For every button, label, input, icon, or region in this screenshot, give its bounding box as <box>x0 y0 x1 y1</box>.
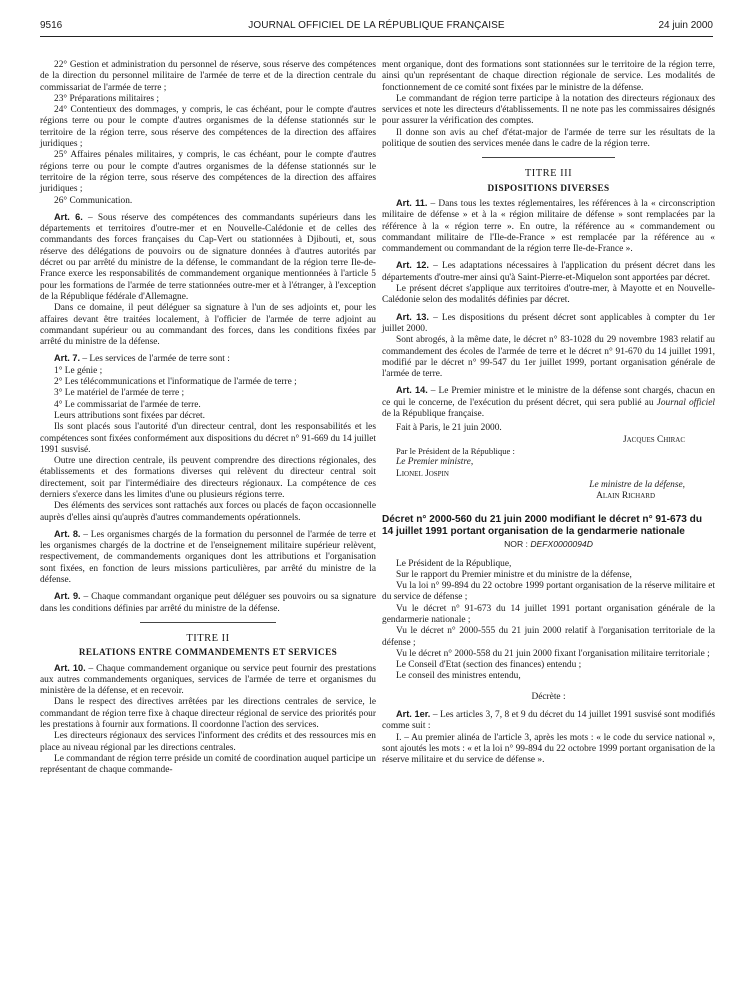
header-rule <box>40 36 713 37</box>
article-text: – Chaque commandement organique ou service peut fournir des prestations aux autres commandements organiques, services de l'armée de terre et organismes du ministère de la défense, et en recevoir. <box>40 663 376 697</box>
list-item: 4° Le commissariat de l'armée de terre. <box>54 399 201 410</box>
paragraph: Sur le rapport du Premier ministre et du ministre de la défense, <box>396 569 632 580</box>
paragraph: Vu le décret n° 91-673 du 14 juillet 1991 portant organisation générale de la gendarmerie nationale ; <box>382 603 715 625</box>
paragraph: Le Président de la République, <box>396 558 512 569</box>
section-title: TITRE II <box>186 632 230 644</box>
right-column <box>382 60 715 767</box>
article-label: Art. 11. <box>396 197 428 208</box>
article-text: de la République française. <box>382 409 485 420</box>
paragraph-22: 22° Gestion et administration du personnel de réserve, sous réserve des compétences de la direction du personnel militaire de l'armée de terre et de la direction centrale du commissariat de l'armée de terre ; <box>40 60 376 93</box>
article-label: Art. 1er. <box>396 709 431 720</box>
article-text: – Les articles 3, 7, 8 et 9 du décret du 14 juillet 1991 susvisé sont modifiés comme suit : <box>382 710 715 732</box>
article-label: Art. 14. <box>396 385 428 396</box>
signature-pm-name: Lionel Jospin <box>396 468 449 479</box>
paragraph: Il donne son avis au chef d'état-major de l'armée de terre sur les résultats de la politique de soutien des services menée dans le cadre de la région terre. <box>382 127 715 150</box>
paragraph: Les directeurs régionaux des services l'informent des crédits et des ressources mis en place au niveau régional par les directions centrales. <box>40 731 376 753</box>
article-1 <box>382 709 715 733</box>
section-subtitle: RELATIONS ENTRE COMMANDEMENTS ET SERVICES <box>78 647 338 658</box>
article-13 <box>382 312 715 336</box>
article-text: – Les adaptations nécessaires à l'application du présent décret dans les départements d'outre-mer ainsi qu'à Saint-Pierre-et-Miquelon sont apportées par décret. <box>382 261 715 283</box>
paragraph: Outre une direction centrale, ils peuvent comprendre des directions régionales, des établissements et des formations diverses qui relèvent du directeur central soit directement, soit par l'intermédiaire des directeurs régionaux. La compétence de ces derniers s'exerce dans les limites d'une ou plusieurs régions terre. <box>40 456 376 500</box>
article-12 <box>382 260 715 284</box>
paragraph: Le Conseil d'Etat (section des finances) entendu ; <box>396 660 582 671</box>
signature-president: Jacques Chirac <box>622 434 685 445</box>
article-9 <box>40 591 376 615</box>
paragraph-23: 23° Préparations militaires ; <box>54 93 160 104</box>
list-item: 3° Le matériel de l'armée de terre ; <box>54 388 185 399</box>
nor-code: DEFX0000094D <box>530 539 593 550</box>
fait-a-paris: Fait à Paris, le 21 juin 2000. <box>396 423 502 434</box>
list-item: 2° Les télécommunications et l'informatique de l'armée de terre ; <box>54 377 297 388</box>
article-14 <box>382 385 715 420</box>
section-rule <box>482 157 615 158</box>
paragraph: Des éléments des services sont rattachés aux forces ou placés de façon occasionnelle auprès d'elles ainsi qu'auprès d'autres commandements opérationnels. <box>40 501 376 523</box>
signature-defense-name: Alain Richard <box>596 491 655 502</box>
decrete-heading: Décrète : <box>531 691 566 702</box>
paragraph-25: 25° Affaires pénales militaires, y compris, le cas échéant, pour le compte d'autres régions terre ou pour le compte d'autres organismes de la défense stationnés sur le territoire de la région terre, sous réserve des compétences de la direction des affaires juridiques ; <box>40 150 376 195</box>
article-label: Art. 9. <box>54 591 81 602</box>
article-label: Art. 13. <box>396 311 429 322</box>
issue-date: 24 juin 2000 <box>658 20 713 31</box>
page-number: 9516 <box>40 20 63 31</box>
paragraph: Le commandant de région terre participe à la notation des directeurs régionaux des services et note les directeurs d'établissements. Il ne note pas les commissaires désignés pour assurer la vérification des comptes. <box>382 93 715 127</box>
article-label: Art. 12. <box>396 260 429 271</box>
paragraph: Leurs attributions sont fixées par décret. <box>54 410 205 421</box>
signature-pm-title: Le Premier ministre, <box>396 457 474 468</box>
article-8 <box>40 529 376 586</box>
article-text: – Dans tous les textes réglementaires, les références à la « circonscription militaire de défense » et à la « région militaire de défense » sont remplacées par la référence à la « région terre ». En outre, la référence au « commandement ou commandant militaire de l'Ile-de-France » est remplacée par la référence au « commandement ou commandant de la région terre Ile-de-France ». <box>382 198 716 255</box>
paragraph: Le commandant de région terre préside un comité de coordination auquel participe un représentant de chaque commande- <box>40 753 376 776</box>
paragraph: Ils sont placés sous l'autorité d'un directeur central, dont les responsabilités et les compétences sont fixées conformément aux dispositions du décret n° 91-669 du 14 juillet 1991 susvisé. <box>40 422 376 455</box>
nor-label: NOR : <box>504 539 531 550</box>
section-subtitle: DISPOSITIONS DIVERSES <box>487 182 610 193</box>
signature-par-label: Par le Président de la République : <box>396 445 515 456</box>
paragraph: I. – Au premier alinéa de l'article 3, après les mots : « le code du service national », sont ajoutés les mots : « et la loi n° 99-894 du 22 octobre 1999 portant organisation de la réserve militaire et du service de défense ». <box>382 732 715 766</box>
decree-title: Décret n° 2000-560 du 21 juin 2000 modifiant le décret n° 91-673 du 14 juillet 1991 portant organisation de la gendarmerie nationale <box>382 514 702 537</box>
article-label: Art. 10. <box>54 662 86 673</box>
section-rule <box>140 622 276 623</box>
article-text: – Les organismes chargés de la formation du personnel de l'armée de terre et les organismes chargés de la doctrine et de l'enseignement militaire supérieur relèvent, respectivement, de commandements organiques dont les attributions et l'organisation sont fixées, en fonction de leurs missions particulières, par arrêté du ministre de la défense. <box>40 529 376 586</box>
article-10 <box>40 663 376 698</box>
article-11 <box>382 198 715 255</box>
nor-reference <box>382 539 715 550</box>
paragraph-26: 26° Communication. <box>54 195 133 206</box>
page-header <box>40 18 713 34</box>
paragraph: Vu le décret n° 2000-558 du 21 juin 2000 fixant l'organisation militaire territoriale ; <box>396 648 710 659</box>
paragraph: Dans ce domaine, il peut déléguer sa signature à l'un de ses adjoints et, pour les affaires devant être traitées localement, à l'officier de l'armée de terre adjoint au commandant supérieur ou au commandant des forces, dans les conditions fixées par arrêté du ministre de la défense. <box>40 303 376 348</box>
section-title: TITRE III <box>524 168 573 180</box>
list-item: 1° Le génie ; <box>54 365 103 376</box>
article-label: Art. 8. <box>54 528 81 539</box>
journal-title: JOURNAL OFFICIEL DE LA RÉPUBLIQUE FRANÇAISE <box>248 20 505 31</box>
paragraph: Vu le décret n° 2000-555 du 21 juin 2000 relatif à l'organisation territoriale de la défense ; <box>382 626 715 648</box>
paragraph: Le présent décret s'applique aux territoires d'outre-mer, à Mayotte et en Nouvelle-Calédonie selon des modalités définies par décret. <box>382 284 715 306</box>
signature-defense-title: Le ministre de la défense, <box>589 479 685 490</box>
paragraph-24: 24° Contentieux des dommages, y compris, le cas échéant, pour le compte d'autres régions terre ou pour le compte d'autres organismes de la défense stationnés sur le territoire de la région terre, sous réserve des compétences de la direction des affaires juridiques ; <box>40 105 376 150</box>
article-text: – Les dispositions du présent décret sont applicables à compter du 1er juillet 2000. <box>382 312 716 334</box>
article-text: – Chaque commandant organique peut déléguer ses pouvoirs ou sa signature dans les conditions définies par arrêté du ministre de la défense. <box>40 592 377 614</box>
article-6 <box>40 212 376 303</box>
paragraph: Dans le respect des directives arrêtées par les directions centrales de service, le commandant de région terre fixe à chaque directeur régional de service des priorités pour les prestations à fournir aux formations. Il coordonne l'action des services. <box>40 697 376 731</box>
article-label: Art. 7. <box>54 353 81 364</box>
journal-reference: Journal officiel <box>656 397 715 408</box>
article-7 <box>40 353 376 365</box>
paragraph: Sont abrogés, à la même date, le décret n° 83-1028 du 29 novembre 1983 relatif au commandement des écoles de l'armée de terre et le décret n° 91-670 du 14 juillet 1991, modifié par le décret n° 99-547 du 1er juillet 1999, portant organisation générale de l'armée de terre. <box>382 335 715 380</box>
left-column <box>40 60 376 777</box>
article-text: – Les services de l'armée de terre sont : <box>80 354 230 365</box>
article-label: Art. 6. <box>54 211 83 222</box>
paragraph: Le conseil des ministres entendu, <box>396 671 521 682</box>
article-text: – Sous réserve des compétences des commandants supérieurs dans les départements et territoires d'outre-mer et en Nouvelle-Calédonie et de celles des commandants des forces françaises du Cap-Vert ou stationnées à Djibouti, et, sous réserve des délégations de pouvoirs ou de signature données à d'autres autorités par décret ou par arrêté du ministre de la défense, le commandant de la région terre Ile-de-France exerce les responsabilités de commandement organique mentionnées à l'article 5 pour les formations de l'armée de terre stationnées outre-mer et à l'étranger, à l'exception de la République fédérale d'Allemagne. <box>40 212 376 302</box>
article-text: – Le Premier ministre et le ministre de la défense sont chargés, chacun en ce qui le concerne, de l'exécution du présent décret, qui sera publié au <box>382 386 715 408</box>
paragraph-continued: ment organique, dont des formations sont stationnées sur le territoire de la région terre, ainsi qu'un représentant de chaque direction régionale de service. Les modalités de fonctionnement de ce comité sont fixées par le ministre de la défense. <box>382 60 715 93</box>
paragraph: Vu la loi n° 99-894 du 22 octobre 1999 portant organisation de la réserve militaire et du service de défense ; <box>382 581 715 603</box>
